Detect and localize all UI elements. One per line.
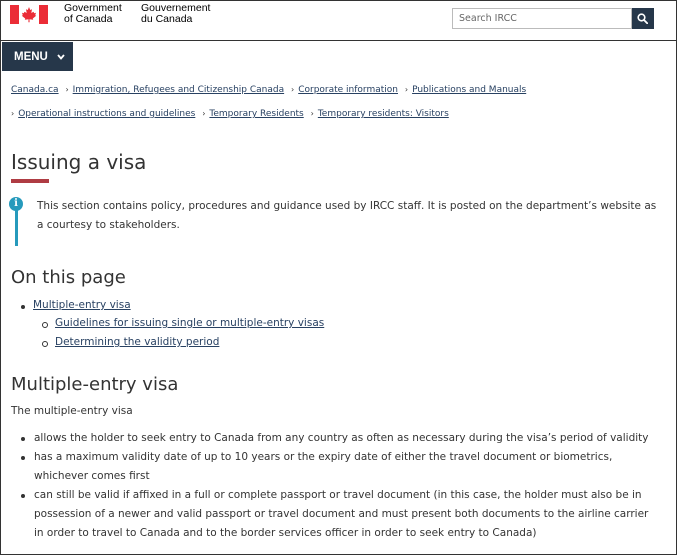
toc-link-validity-period[interactable]: Determining the validity period bbox=[55, 336, 220, 348]
sub-bullet-icon bbox=[42, 341, 48, 347]
breadcrumb-row-2 bbox=[11, 109, 449, 119]
info-alert-text: This section contains policy, procedures and guidance used by IRCC staff. It is posted on the department’s website as a courtesy to stakeholders. bbox=[37, 200, 657, 231]
section-intro: The multiple-entry visa bbox=[11, 405, 133, 417]
breadcrumb-link-corporate[interactable]: Corporate information bbox=[298, 85, 398, 95]
bullet-icon bbox=[21, 494, 25, 498]
breadcrumb-link-temporary-residents[interactable]: Temporary Residents bbox=[209, 109, 304, 119]
list-item: has a maximum validity date of up to 10 years or the expiry date of either the travel document or biometrics, whichever comes first bbox=[34, 451, 613, 482]
chevron-down-icon bbox=[57, 54, 65, 60]
sub-bullet-icon bbox=[42, 322, 48, 328]
menu-label: MENU bbox=[14, 50, 48, 63]
breadcrumb-link-visitors[interactable]: Temporary residents: Visitors bbox=[317, 109, 449, 119]
alert-border bbox=[15, 208, 18, 246]
gov-signature-en[interactable] bbox=[64, 3, 122, 25]
search-button[interactable] bbox=[632, 8, 654, 29]
toc-link-guidelines[interactable]: Guidelines for issuing single or multiple-entry visas bbox=[55, 317, 325, 329]
breadcrumb-link-canada[interactable]: Canada.ca bbox=[11, 85, 59, 95]
info-icon: i bbox=[9, 197, 23, 211]
breadcrumb-separator-icon: › bbox=[202, 109, 206, 118]
search-box bbox=[452, 8, 654, 29]
gov-en-line2: of Canada bbox=[64, 13, 113, 25]
canada-flag-logo[interactable] bbox=[10, 5, 48, 24]
breadcrumb-separator-icon: › bbox=[291, 85, 295, 94]
bullet-icon bbox=[21, 456, 25, 460]
breadcrumb-separator-icon: › bbox=[11, 109, 15, 118]
gov-en-line1: Government bbox=[64, 2, 122, 14]
breadcrumb bbox=[11, 85, 526, 95]
breadcrumb-separator-icon: › bbox=[310, 109, 314, 118]
breadcrumb-separator-icon: › bbox=[65, 85, 69, 94]
list-item: can still be valid if affixed in a full or complete passport or travel document (in this case, the holder must also be in possession of a newer and valid passport or travel document and must present both documents to the airline carrier in order to travel to Canada and to the border services officer in order to seek entry to Canada) bbox=[34, 489, 649, 539]
gov-fr-line1: Gouvernement bbox=[141, 2, 211, 14]
breadcrumb-link-publications[interactable]: Publications and Manuals bbox=[412, 85, 527, 95]
breadcrumb-link-operational[interactable]: Operational instructions and guidelines bbox=[18, 109, 196, 119]
section-heading: Multiple-entry visa bbox=[11, 374, 179, 395]
bullet-icon bbox=[21, 437, 25, 441]
search-icon bbox=[637, 13, 648, 24]
page-title: Issuing a visa bbox=[11, 150, 147, 174]
breadcrumb-separator-icon: › bbox=[404, 85, 409, 94]
site-header bbox=[0, 0, 677, 41]
gov-fr-line2: du Canada bbox=[141, 13, 193, 25]
breadcrumb-link-ircc[interactable]: Immigration, Refugees and Citizenship Canada bbox=[72, 85, 285, 95]
on-this-page-heading: On this page bbox=[11, 267, 126, 288]
bullet-icon bbox=[21, 305, 25, 309]
toc-link-multiple-entry-visa[interactable]: Multiple-entry visa bbox=[33, 299, 131, 311]
gov-signature-fr[interactable] bbox=[141, 3, 210, 25]
list-item: allows the holder to seek entry to Canada from any country as often as necessary during the visa’s period of validity bbox=[34, 432, 649, 444]
title-underline bbox=[11, 179, 49, 183]
menu-button[interactable] bbox=[2, 42, 73, 71]
search-input[interactable] bbox=[452, 8, 632, 29]
